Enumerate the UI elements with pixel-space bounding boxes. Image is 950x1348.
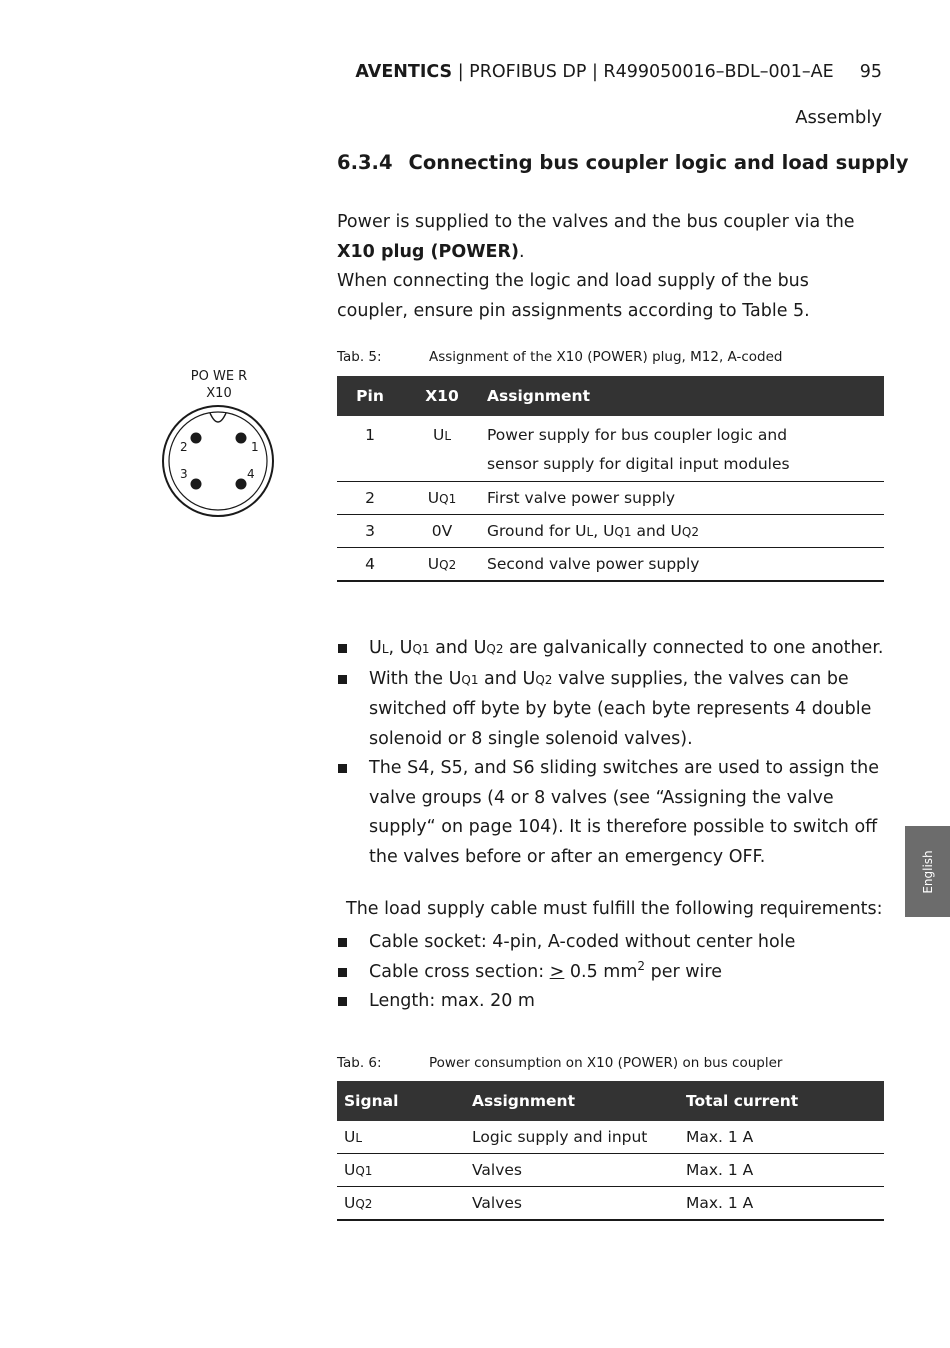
assign-sub: Q2 [681, 525, 699, 539]
pin-4-dot [236, 479, 247, 490]
pin-label-1: 1 [251, 440, 259, 454]
text-part: The S4, S5, and S6 sliding switches are used to assign the valve groups (4 or 8 valves (see “Assigning the valve supply“ on page 104). It is therefore possible to switch off the valves before or after an emergency OFF. [369, 758, 879, 867]
table-6-header-row [337, 1081, 884, 1121]
cable-requirements-list [337, 928, 885, 1017]
x10-sub: L [444, 429, 452, 443]
table-5-header-assignment: Assignment [481, 376, 884, 416]
signal-cell [337, 1187, 465, 1221]
table-6-header-current: Total current [679, 1081, 884, 1121]
assignment-line-2: sensor supply for digital input modules [487, 455, 790, 473]
bullet-square-icon [338, 997, 347, 1006]
current-cell: Max. 1 A [679, 1154, 884, 1187]
superscript: 2 [637, 958, 646, 973]
signal-main: U [344, 1194, 356, 1212]
table-5-pin-assignment [337, 376, 884, 582]
connector-label-x10: X10 [206, 386, 232, 401]
assign-sub: L [586, 525, 594, 539]
pin-cell: 1 [337, 416, 403, 482]
x10-cell [403, 548, 481, 582]
table-5-header-x10: X10 [403, 376, 481, 416]
chapter-name: Assembly [795, 107, 882, 128]
section-heading [337, 151, 908, 174]
section-title: Connecting bus coupler logic and load supply [408, 151, 909, 174]
connector-key-notch [210, 413, 226, 422]
table-6-header-signal: Signal [337, 1081, 465, 1121]
document-reference: | PROFIBUS DP | R499050016–BDL–001–AE [452, 62, 834, 82]
notes-list [337, 634, 885, 872]
x10-cell [403, 482, 481, 515]
text-part: per wire [645, 961, 722, 982]
x10-main: U [427, 555, 440, 573]
list-item [337, 928, 885, 958]
text-part: Cable cross section: [369, 961, 550, 982]
language-tab [905, 826, 950, 917]
text-part: 0.5 mm [564, 961, 638, 982]
page-number: 95 [859, 62, 882, 82]
list-item [337, 665, 885, 755]
x10-sub: Q2 [439, 558, 457, 572]
assignment-cell: Second valve power supply [487, 555, 700, 573]
signal-sub: L [355, 1131, 363, 1145]
text-sub: Q1 [412, 642, 430, 656]
table-5-header-pin: Pin [337, 376, 403, 416]
load-supply-intro: The load supply cable must fulfill the following requirements: [346, 899, 883, 919]
bullet-square-icon [338, 968, 347, 977]
signal-main: U [344, 1161, 356, 1179]
m12-connector-pin-diagram [160, 405, 278, 521]
x10-main: U [427, 489, 440, 507]
pin-cell: 2 [337, 482, 403, 515]
bullet-square-icon [338, 675, 347, 684]
assign-part: , U [593, 522, 615, 540]
assign-part: and U [631, 522, 682, 540]
table-row [337, 416, 884, 482]
text-part: Length: max. 20 m [369, 991, 535, 1011]
text-sub: L [381, 642, 389, 656]
assignment-cell: Logic supply and input [465, 1121, 679, 1154]
language-tab-label: English [920, 849, 935, 894]
text-part: and U [478, 668, 536, 689]
section-number: 6.3.4 [337, 151, 393, 174]
text-sub: Q2 [486, 642, 504, 656]
assignment-cell: First valve power supply [481, 482, 884, 515]
assign-part: Ground for U [487, 522, 587, 540]
text-part: valve supplies, the valves can be switched off byte by byte (each byte represents 4 double solenoid or 8 single solenoid valves). [369, 668, 872, 749]
signal-cell [337, 1154, 465, 1187]
connector-inner-ring [169, 412, 267, 510]
current-cell: Max. 1 A [679, 1121, 884, 1154]
table-row [337, 548, 884, 582]
text-sub: Q1 [461, 672, 479, 687]
pin-cell: 4 [365, 555, 375, 573]
table-row [337, 515, 884, 548]
list-item [337, 987, 885, 1017]
assign-sub: Q1 [614, 525, 632, 539]
intro-p1-end: . [518, 241, 525, 262]
bullet-square-icon [338, 644, 347, 653]
text-part: and U [429, 638, 487, 658]
pin-2-dot [191, 433, 202, 444]
table-row [337, 1154, 884, 1187]
assignment-line-1: Power supply for bus coupler logic and [487, 426, 788, 444]
table-6-header-assignment: Assignment [465, 1081, 679, 1121]
connector-label [160, 368, 278, 402]
current-cell: Max. 1 A [686, 1194, 754, 1212]
pin-label-2: 2 [180, 440, 188, 454]
assignment-cell: Valves [472, 1194, 522, 1212]
table-5-header-row [337, 376, 884, 416]
table-5-caption-text: Assignment of the X10 (POWER) plug, M12, A-coded [429, 349, 783, 365]
table-6-caption [337, 1055, 783, 1071]
intro-p1-bold: X10 plug (POWER) [337, 241, 519, 262]
text-part: Cable socket: 4-pin, A-coded without center hole [369, 932, 796, 952]
list-item [337, 754, 885, 872]
text-part: , U [388, 638, 413, 658]
signal-sub: Q1 [355, 1164, 373, 1178]
intro-paragraph-1 [337, 208, 885, 267]
signal-cell [337, 1121, 465, 1154]
x10-cell: 0V [403, 515, 481, 548]
table-6-power-consumption [337, 1081, 884, 1221]
text-sub: Q2 [535, 672, 553, 687]
text-part: With the U [369, 668, 462, 689]
brand-name: AVENTICS [355, 62, 453, 82]
x10-cell [403, 416, 481, 482]
text-part: U [369, 638, 382, 658]
greater-equal-sign: > [549, 961, 565, 982]
table-6-caption-text: Power consumption on X10 (POWER) on bus coupler [429, 1055, 783, 1071]
text-part: are galvanically connected to one another. [503, 638, 884, 658]
bullet-square-icon [338, 764, 347, 773]
bullet-square-icon [338, 938, 347, 947]
intro-paragraph-2: When connecting the logic and load supply of the bus coupler, ensure pin assignments according to Table 5. [337, 271, 810, 321]
pin-1-dot [236, 433, 247, 444]
list-item [337, 634, 885, 665]
table-row [337, 482, 884, 515]
intro-p1-text: Power is supplied to the valves and the bus coupler via the [337, 212, 855, 232]
pin-label-4: 4 [247, 467, 255, 481]
assignment-cell [481, 515, 884, 548]
list-item [337, 958, 885, 988]
connector-label-power: PO WE R [190, 369, 248, 384]
assignment-cell [481, 416, 884, 482]
page-header [355, 62, 882, 82]
assignment-cell: Valves [465, 1154, 679, 1187]
signal-sub: Q2 [355, 1197, 373, 1211]
table-5-caption-label: Tab. 5: [337, 349, 382, 365]
pin-cell: 3 [337, 515, 403, 548]
intro-text [337, 208, 885, 326]
table-5-caption [337, 349, 783, 365]
x10-main: U [432, 426, 445, 444]
table-row [337, 1187, 884, 1221]
signal-main: U [344, 1128, 356, 1146]
table-row [337, 1121, 884, 1154]
pin-3-dot [191, 479, 202, 490]
x10-sub: Q1 [439, 492, 457, 506]
table-6-caption-label: Tab. 6: [337, 1055, 382, 1071]
pin-label-3: 3 [180, 467, 188, 481]
